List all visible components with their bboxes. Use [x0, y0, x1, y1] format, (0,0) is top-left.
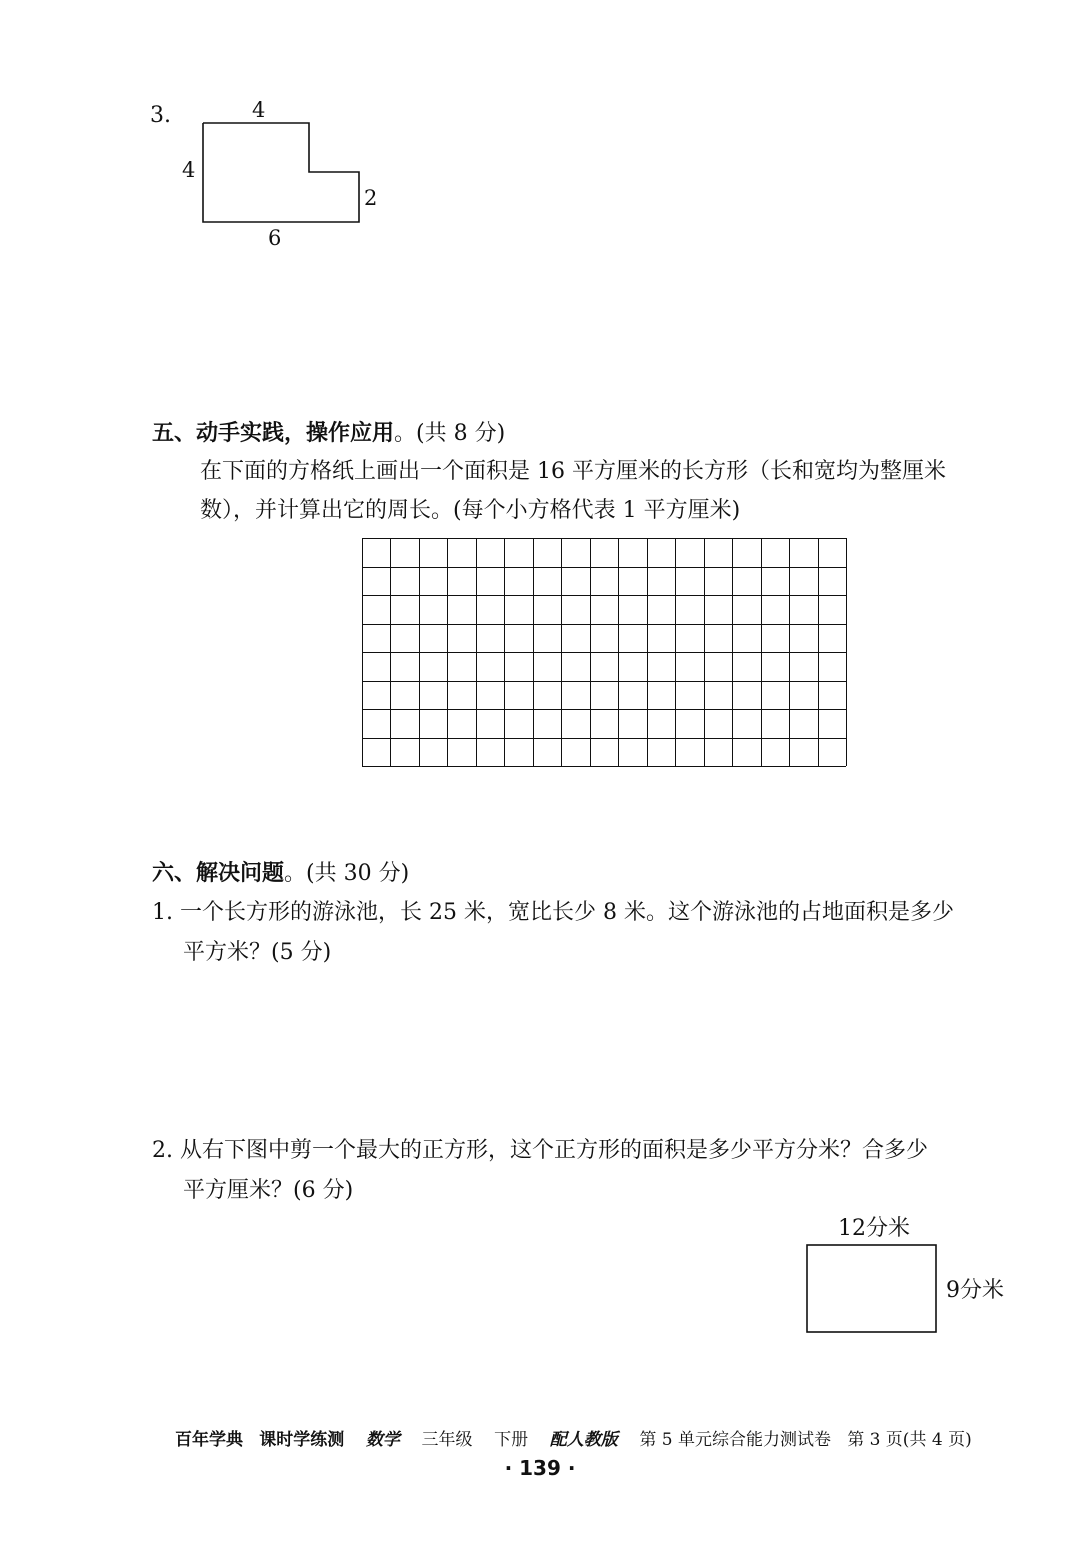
footer: [175, 1432, 972, 1449]
footer-subject: 数学: [365, 1430, 400, 1450]
question-1-line-1: 1. 一个长方形的游泳池，长 25 米，宽比长少 8 米。这个游泳池的占地面积是多少: [152, 900, 954, 925]
footer-page-info: 第 3 页(共 4 页): [847, 1430, 972, 1450]
footer-series: 课时学练测: [259, 1430, 345, 1450]
shape-right-label: 2: [364, 186, 378, 210]
footer-edition: 配人教版: [549, 1430, 618, 1450]
question-2-line-1: 2. 从右下图中剪一个最大的正方形，这个正方形的面积是多少平方分米？合多少: [152, 1138, 928, 1163]
section-6-heading-bold: 六、解决问题: [152, 860, 285, 886]
section-5-heading-bold: 五、动手实践，操作应用: [152, 420, 395, 446]
section-6-heading-points: 。(共 30 分): [284, 861, 410, 886]
shape-top-label: 4: [252, 98, 266, 122]
question-1-line-2: 平方米？(5 分): [183, 940, 332, 965]
footer-unit: 第 5 单元综合能力测试卷: [639, 1430, 831, 1450]
section-5-instruction-line-1: 在下面的方格纸上画出一个面积是 16 平方厘米的长方形（长和宽均为整厘米: [200, 459, 946, 484]
page-number: · 139 ·: [504, 1456, 576, 1480]
problem-3-number: 3.: [150, 103, 171, 128]
footer-brand: 百年学典: [175, 1430, 243, 1450]
section-5-heading-points: 。(共 8 分): [394, 421, 506, 446]
footer-grade: 三年级: [421, 1430, 473, 1450]
shape-bottom-label: 6: [268, 226, 282, 250]
rectangle-width-label: 12分米: [838, 1216, 910, 1241]
footer-volume: 下册: [494, 1430, 529, 1450]
question-2-line-2: 平方厘米？(6 分): [183, 1178, 354, 1203]
rectangle-outline: [807, 1245, 936, 1332]
section-5-instruction-line-2: 数），并计算出它的周长。(每个小方格代表 1 平方厘米): [200, 498, 741, 523]
rectangle-height-label: 9分米: [946, 1278, 1004, 1303]
shape-left-label: 4: [182, 158, 196, 182]
